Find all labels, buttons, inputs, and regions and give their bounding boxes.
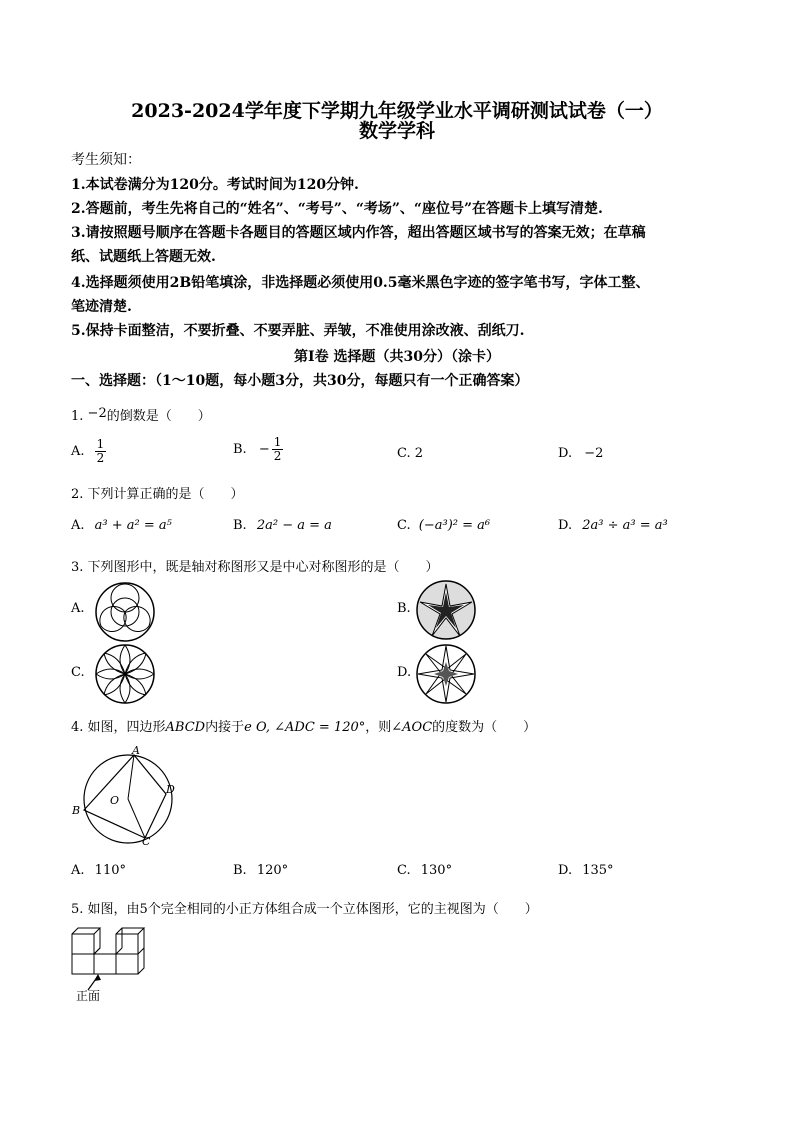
q1-stem: 的倒数是（ ）	[106, 409, 211, 424]
q4-label-b: B	[72, 804, 81, 817]
exam-title: 2023-2024学年度下学期九年级学业水平调研测试试卷（一）	[131, 100, 663, 122]
q4-option-c: C. 130°	[397, 863, 453, 878]
q1-expr: −2	[87, 406, 107, 421]
q3-figure-c	[93, 642, 157, 706]
q1-option-d: D. −2	[558, 446, 604, 461]
notice-item-4: 4.选择题须使用2B铅笔填涂，非选择题必须使用0.5毫米黑色字迹的签字笔书写，字体工整、	[71, 275, 650, 291]
q1-number: 1.	[71, 409, 84, 424]
q1-option-a: A. $\frac{1}{2}$	[71, 437, 105, 465]
question-3-stem: 3. 下列图形中，既是轴对称图形又是中心对称图形的是（ ）	[71, 560, 439, 575]
q4-label-a: A	[132, 746, 140, 757]
subject-title: 数学学科	[358, 120, 435, 142]
q5-front-label: 正面	[76, 989, 101, 1003]
question-2-stem: 2. 下列计算正确的是（ ）	[71, 487, 244, 502]
q4-option-a: A. 110°	[71, 863, 126, 878]
section-title: 第Ⅰ卷 选择题（共30分）（涂卡）	[294, 349, 500, 365]
q3-option-c-label: C.	[71, 665, 85, 680]
q2-option-a: A. a³ + a² = a⁵	[71, 518, 172, 533]
q4-option-d: D. 135°	[558, 863, 614, 878]
question-4-stem: 4. 如图，四边形ABCD内接于e O, ∠ADC = 120°，则∠AOC的度数为（ ）	[71, 720, 537, 735]
q4-label-d: D	[166, 783, 175, 796]
question-5-stem: 5. 如图，由5个完全相同的小正方体组合成一个立体图形，它的主视图为（ ）	[71, 902, 538, 917]
q4-label-o: O	[110, 794, 120, 807]
q3-figure-d	[414, 642, 478, 706]
notice-heading: 考生须知：	[71, 152, 141, 168]
notice-item-1: 1.本试卷满分为120分。考试时间为120分钟.	[71, 177, 359, 193]
notice-item-2: 2.答题前，考生先将自己的“姓名”、“考号”、“考场”、“座位号”在答题卡上填写清楚.	[71, 201, 603, 217]
notice-item-5: 5.保持卡面整洁，不要折叠、不要弄脏、弄皱，不准使用涂改液、刮纸刀.	[71, 323, 525, 339]
q3-figure-a	[93, 581, 157, 643]
q2-option-d: D. 2a³ ÷ a³ = a³	[558, 518, 668, 533]
q3-option-d-label: D.	[397, 665, 412, 680]
q1-option-b: B. − $\frac{1}{2}$	[233, 435, 282, 463]
q2-option-c: C. (−a³)² = a⁶	[397, 518, 491, 533]
q4-option-b: B. 120°	[233, 863, 289, 878]
notice-item-3-cont: 纸、试题纸上答题无效.	[71, 249, 216, 265]
notice-item-3: 3.请按照题号顺序在答题卡各题目的答题区域内作答，超出答题区域书写的答案无效；在草稿	[71, 225, 646, 241]
q3-figure-b	[414, 578, 478, 642]
notice-item-4-cont: 笔迹清楚.	[71, 299, 132, 315]
q1-option-c: C. 2	[397, 446, 424, 461]
q3-option-b-label: B.	[397, 601, 411, 616]
section-heading: 一、选择题：（1～10题，每小题3分，共30分，每题只有一个正确答案）	[71, 373, 529, 389]
question-1	[71, 405, 211, 424]
q3-option-a-label: A.	[71, 601, 85, 616]
q4-circle-figure	[70, 746, 180, 846]
q4-label-c: C	[142, 835, 151, 846]
q2-option-b: B. 2a² − a = a	[233, 518, 332, 533]
q5-cube-figure	[70, 924, 154, 1004]
